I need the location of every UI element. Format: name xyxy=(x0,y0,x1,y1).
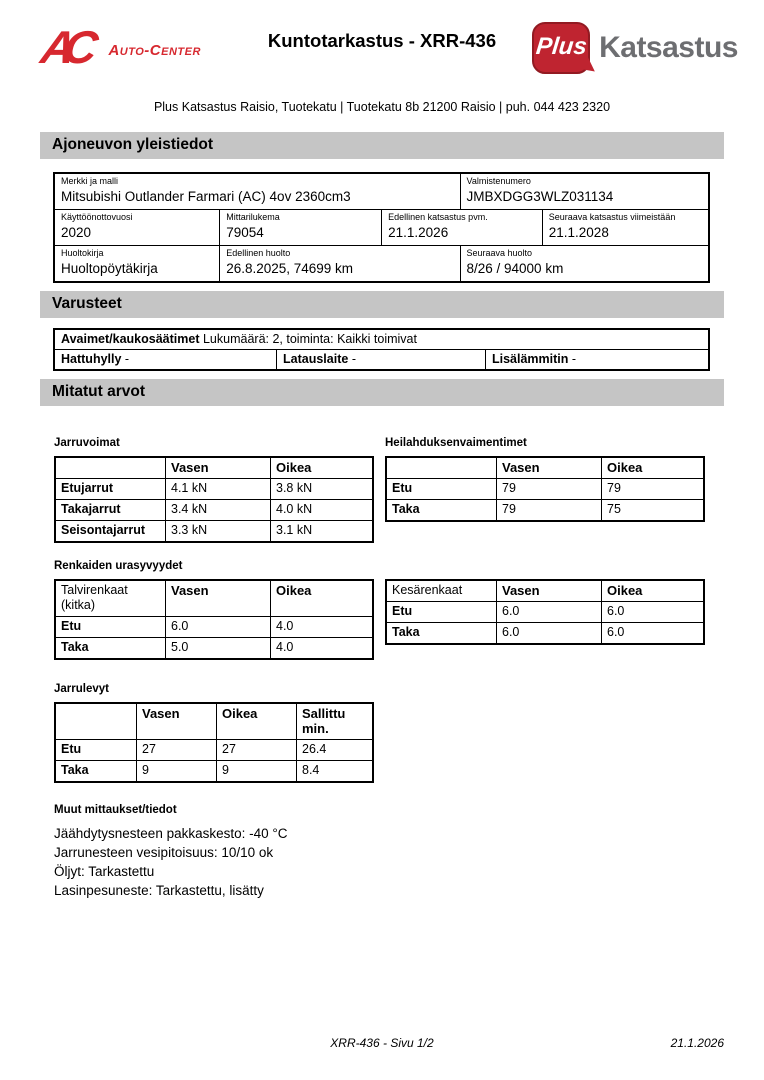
header-cell: Oikea xyxy=(276,583,312,598)
table-row xyxy=(55,174,708,210)
table-row xyxy=(56,479,372,500)
cell-value: 79 xyxy=(497,479,602,499)
field-next-inspection xyxy=(543,210,708,245)
row-label: Taka xyxy=(56,761,137,781)
field-label: Seuraava huolto xyxy=(466,248,533,258)
field-value: 21.1.2026 xyxy=(388,225,449,240)
row-label: Etujarrut xyxy=(56,479,166,499)
table-row xyxy=(56,638,372,658)
header-cell: Talvirenkaat (kitka) xyxy=(56,581,166,616)
row-label: Taka xyxy=(387,500,497,520)
equipment-value: - xyxy=(124,352,130,366)
table-row xyxy=(387,479,703,500)
station-address: Plus Katsastus Raisio, Tuotekatu | Tuotekatu 8b 21200 Raisio | puh. 044 423 2320 xyxy=(153,100,611,114)
field-next-service xyxy=(461,246,708,281)
field-first-registration-year xyxy=(55,210,220,245)
field-value: JMBXDGG3WLZ031134 xyxy=(466,189,614,204)
measured-values-section xyxy=(54,437,724,900)
header-cell: Oikea xyxy=(276,460,312,475)
cell-value: 6.0 xyxy=(166,617,271,637)
shock-absorbers-title: Heilahduksenvaimentimet xyxy=(385,437,527,449)
equipment-label: Latauslaite xyxy=(283,352,349,366)
table-row xyxy=(56,740,372,761)
header-cell xyxy=(56,458,166,478)
cell-value: 79 xyxy=(497,500,602,520)
measurement-line-washer-fluid: Lasinpesuneste: Tarkastettu, lisätty xyxy=(54,883,264,898)
field-make-model xyxy=(55,174,461,209)
cell-value: 6.0 xyxy=(607,604,625,618)
cell-value: 3.3 kN xyxy=(166,521,271,541)
field-label: Merkki ja malli xyxy=(61,176,119,186)
table-header-row xyxy=(56,704,372,740)
footer-date: 21.1.2026 xyxy=(670,1036,724,1050)
cell-value: 9 xyxy=(217,761,297,781)
table-row xyxy=(55,350,708,369)
cell-value: 6.0 xyxy=(497,602,602,622)
field-label: Seuraava katsastus viimeistään xyxy=(548,212,676,222)
header-cell: Kesärenkaat xyxy=(387,581,497,601)
header-cell xyxy=(56,704,137,739)
summer-tyres-table xyxy=(385,579,705,645)
header-cell xyxy=(387,458,497,478)
cell-value: 4.0 kN xyxy=(276,502,313,516)
field-vin xyxy=(461,174,708,209)
shock-absorbers-table xyxy=(385,456,705,522)
section-header-measured: Mitatut arvot xyxy=(40,379,724,406)
auto-center-logo-text: Auto-Center xyxy=(108,41,201,59)
footer-page-number: XRR-436 - Sivu 1/2 xyxy=(330,1036,434,1050)
field-value: Huoltopöytäkirja xyxy=(61,261,158,276)
field-service-book xyxy=(55,246,220,281)
auto-center-monogram-icon: AC xyxy=(37,21,92,73)
row-label: Seisontajarrut xyxy=(56,521,166,541)
cell-value: 4.0 xyxy=(276,619,294,633)
table-row xyxy=(387,602,703,623)
row-label: Taka xyxy=(387,623,497,643)
equipment-item-hattuhylly xyxy=(55,350,277,369)
table-row xyxy=(56,521,372,541)
table-row xyxy=(387,500,703,520)
shock-absorbers-group xyxy=(385,437,705,522)
field-previous-service xyxy=(220,246,460,281)
field-value: 26.8.2025, 74699 km xyxy=(226,261,354,276)
field-value: 8/26 / 94000 km xyxy=(466,261,564,276)
cell-value: 8.4 xyxy=(302,763,320,777)
header-cell: Sallittu min. xyxy=(302,706,346,736)
equipment-value: - xyxy=(571,352,577,366)
section-header-equipment: Varusteet xyxy=(40,291,724,318)
header-cell: Oikea xyxy=(217,704,297,739)
row-label: Etu xyxy=(56,617,166,637)
field-label: Huoltokirja xyxy=(61,248,104,258)
table-header-row xyxy=(56,458,372,479)
field-label: Valmistenumero xyxy=(466,176,531,186)
brake-forces-group xyxy=(54,437,374,543)
other-measurements-title: Muut mittaukset/tiedot xyxy=(54,804,177,816)
equipment-keys-row xyxy=(55,330,708,350)
winter-tyres-table xyxy=(54,579,374,660)
table-row xyxy=(55,210,708,246)
measurement-line-brake-fluid: Jarrunesteen vesipitoisuus: 10/10 ok xyxy=(54,845,274,860)
cell-value: 3.4 kN xyxy=(166,500,271,520)
equipment-item-lisalammitin xyxy=(486,350,708,369)
cell-value: 4.0 xyxy=(276,640,294,654)
field-previous-inspection xyxy=(382,210,543,245)
table-row xyxy=(55,246,708,281)
cell-value: 4.1 kN xyxy=(166,479,271,499)
header-cell: Vasen xyxy=(166,458,271,478)
field-label: Edellinen katsastus pvm. xyxy=(388,212,488,222)
field-odometer xyxy=(220,210,382,245)
header-cell: Vasen xyxy=(497,581,602,601)
table-row xyxy=(56,617,372,638)
row-label: Etu xyxy=(387,479,497,499)
row-label: Taka xyxy=(56,638,166,658)
other-measurements-list xyxy=(54,824,724,900)
equipment-item-latauslaite xyxy=(277,350,486,369)
plus-logo-text: Katsastus xyxy=(599,31,738,64)
equipment-table xyxy=(53,328,710,371)
report-header xyxy=(0,0,764,92)
cell-value: 27 xyxy=(137,740,217,760)
header-cell: Vasen xyxy=(497,458,602,478)
cell-value: 5.0 xyxy=(166,638,271,658)
measurement-line-oils: Öljyt: Tarkastettu xyxy=(54,864,155,879)
field-value: 2020 xyxy=(61,225,92,240)
report-footer xyxy=(0,1036,764,1050)
header-cell: Oikea xyxy=(607,460,643,475)
equipment-label: Lisälämmitin xyxy=(491,352,569,366)
cell-value: 27 xyxy=(217,740,297,760)
field-value: 21.1.2028 xyxy=(548,225,609,240)
row-label: Takajarrut xyxy=(56,500,166,520)
section-header-general: Ajoneuvon yleistiedot xyxy=(40,132,724,159)
field-label: Edellinen huolto xyxy=(226,248,291,258)
cell-value: 79 xyxy=(607,481,621,495)
row-label: Etu xyxy=(387,602,497,622)
plus-badge-tail-icon xyxy=(582,52,598,72)
table-row xyxy=(56,761,372,781)
field-label: Käyttöönottovuosi xyxy=(61,212,133,222)
winter-tyres-group xyxy=(54,572,374,660)
plus-badge-icon xyxy=(532,22,590,74)
header-cell: Vasen xyxy=(166,581,271,616)
cell-value: 75 xyxy=(607,502,621,516)
header-cell: Vasen xyxy=(137,704,217,739)
equipment-value: Lukumäärä: 2, toiminta: Kaikki toimivat xyxy=(202,332,417,346)
equipment-label: Hattuhylly xyxy=(61,352,122,366)
table-row xyxy=(387,623,703,643)
measurement-line-coolant: Jäähdytysnesteen pakkaskesto: -40 °C xyxy=(54,826,288,841)
equipment-value: - xyxy=(351,352,356,366)
field-label: Mittarilukema xyxy=(226,212,280,222)
brake-forces-table xyxy=(54,456,374,543)
row-label: Etu xyxy=(56,740,137,760)
page-title: Kuntotarkastus - XRR-436 xyxy=(267,30,497,51)
tyre-tread-title: Renkaiden urasyvyydet xyxy=(54,560,183,572)
cell-value: 3.8 kN xyxy=(276,481,313,495)
plus-badge-text: Plus xyxy=(534,33,589,60)
general-info-table xyxy=(53,172,710,283)
cell-value: 3.1 kN xyxy=(276,523,313,537)
brake-discs-table xyxy=(54,702,374,783)
plus-katsastus-logo xyxy=(532,22,738,74)
brake-forces-title: Jarruvoimat xyxy=(54,437,120,449)
table-header-row xyxy=(387,581,703,602)
brake-discs-title: Jarrulevyt xyxy=(54,683,109,695)
equipment-label: Avaimet/kaukosäätimet xyxy=(61,332,200,346)
field-value: 79054 xyxy=(226,225,264,240)
table-header-row xyxy=(387,458,703,479)
table-header-row xyxy=(56,581,372,617)
cell-value: 26.4 xyxy=(302,742,327,756)
header-cell: Oikea xyxy=(607,583,643,598)
table-row xyxy=(56,500,372,521)
summer-tyres-group xyxy=(385,572,705,645)
cell-value: 9 xyxy=(137,761,217,781)
cell-value: 6.0 xyxy=(607,625,625,639)
field-value: Mitsubishi Outlander Farmari (AC) 4ov 2360cm3 xyxy=(61,189,351,204)
cell-value: 6.0 xyxy=(497,623,602,643)
